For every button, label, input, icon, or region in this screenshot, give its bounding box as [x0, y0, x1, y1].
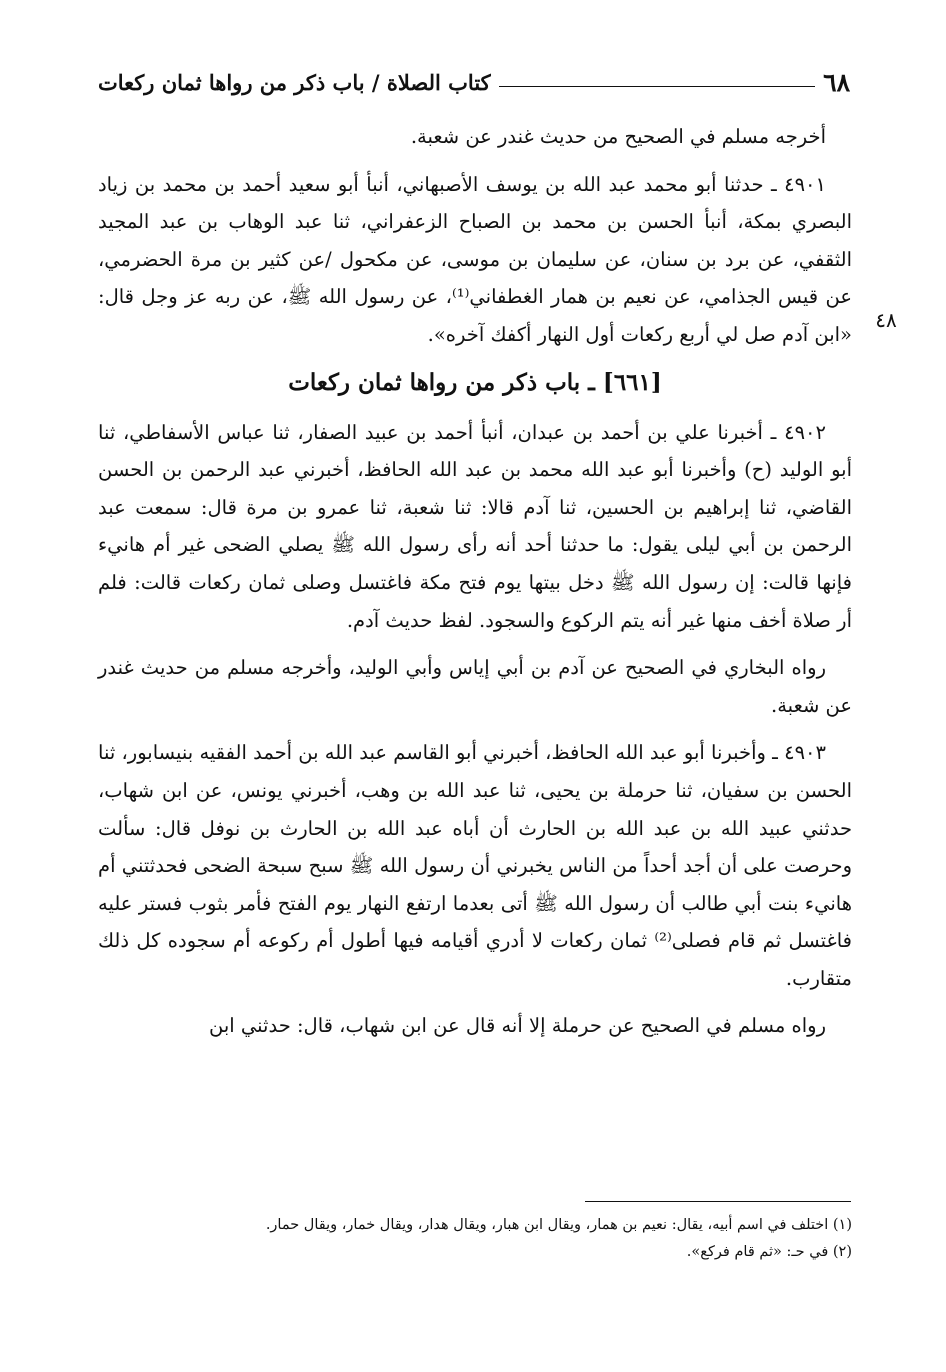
header-rule: [499, 86, 815, 87]
footnote-2: (٢) في حـ: «ثم قام فركع».: [686, 1244, 852, 1260]
hadith-4903: ٤٩٠٣ ـ وأخبرنا أبو عبد الله الحافظ، أخبرني أبو القاسم عبد الله بن أحمد الفقيه بنيسابور، ثنا الحسن بن سفيان، ثنا حرملة بن يحيى، ثنا عبد الله بن وهب، أخبرني يونس، عن ابن شهاب، حدثني عبيد الله بن عبد الله بن الحارث أن أباه عبد الله بن الحارث بن نوفل قال: سألت وحرصت على أن أجد أحداً من الناس يخبرني أن رسول الله ﷺ سبح سبحة الضحى فحدثتني أم هانيء بنت أبي طالب أن رسول الله ﷺ أتى بعدما ارتفع النهار يوم الفتح فأمر بثوب فستر عليه فاغتسل ثم قام فصلى⁽²⁾ ثمان ركعات لا أدري أقيامه فيها أطول أم ركوعه أم سجوده كل ذلك متقارب.: [98, 741, 852, 990]
page-number: ٦٨: [823, 67, 850, 97]
section-title: [٦٦١] ـ باب ذكر من رواها ثمان ركعات: [288, 368, 662, 396]
main-text: [98, 118, 852, 1055]
running-title: كتاب الصلاة / باب ذكر من رواها ثمان ركعات: [98, 69, 491, 95]
hadith-4901: ٤٩٠١ ـ حدثنا أبو محمد عبد الله بن يوسف الأصبهاني، أنبأ أبو سعيد أحمد بن محمد بن زياد البصري بمكة، أنبأ الحسن بن محمد بن الصباح الزعفراني، ثنا عبد الوهاب بن عبد المجيد الثقفي، عن برد بن سنان، عن سليمان بن موسى، عن مكحول /عن كثير بن مرة الحضرمي، عن قيس الجذامي، عن نعيم بن همار الغطفاني⁽¹⁾، عن رسول الله ﷺ، عن ربه عز وجل قال: «ابن آدم صل لي أربع ركعات أول النهار أكفك آخره».: [98, 172, 852, 346]
footnote-1: (١) اختلف في اسم أبيه، يقال: نعيم بن همار، ويقال ابن هبار، ويقال هدار، ويقال خمار، ويقال حمار.: [265, 1217, 852, 1233]
paragraph: رواه البخاري في الصحيح عن آدم بن أبي إياس وأبي الوليد، وأخرجه مسلم من حديث غندر عن شعبة.: [98, 656, 852, 717]
footnotes: [98, 1212, 852, 1266]
page-header: [98, 62, 850, 102]
paragraph: رواه مسلم في الصحيح عن حرملة إلا أنه قال عن ابن شهاب، قال: حدثني ابن: [209, 1014, 826, 1038]
paragraph: أخرجه مسلم في الصحيح من حديث غندر عن شعبة.: [410, 125, 826, 148]
hadith-4902: ٤٩٠٢ ـ أخبرنا علي بن أحمد بن عبدان، أنبأ أحمد بن عبيد الصفار، ثنا عباس الأسفاطي، ثنا أبو الوليد (ح) وأخبرنا أبو عبد الله محمد بن عبد الله الحافظ، أخبرني عبد الرحمن بن الحسن القاضي، ثنا إبراهيم بن الحسين، ثنا آدم قالا: ثنا شعبة، ثنا عمرو بن مرة قال: سمعت عبد الرحمن بن أبي ليلى يقول: ما حدثنا أحد أنه رأى رسول الله ﷺ يصلي الضحى غير أم هانيء فإنها قالت: إن رسول الله ﷺ دخل بيتها يوم فتح مكة فاغتسل وصلى ثمان ركعات قالت: فلم أر صلاة أخف منها غير أنه يتم الركوع والسجود. لفظ حديث آدم.: [98, 420, 852, 632]
manuscript-page-marker: ٤٨: [875, 308, 897, 332]
footnote-rule: [585, 1201, 851, 1202]
